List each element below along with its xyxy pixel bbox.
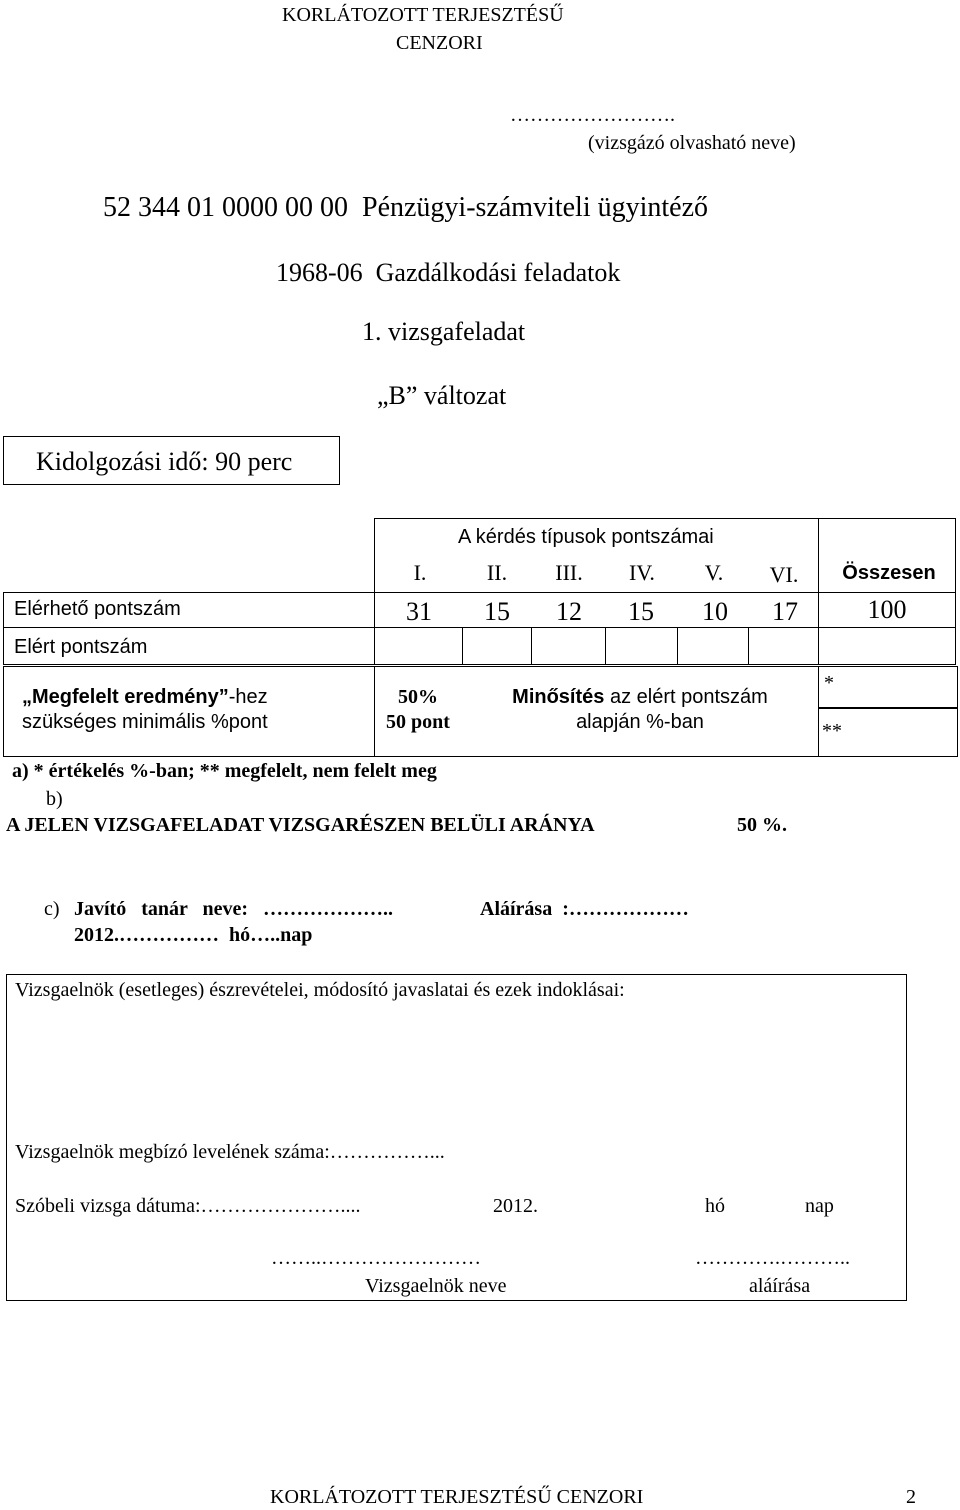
footer-restriction: KORLÁTOZOTT TERJESZTÉSŰ CENZORI: [270, 1486, 644, 1508]
note-b: b): [46, 788, 63, 810]
column-header-i: I.: [413, 560, 427, 585]
rating-result-marker: **: [822, 720, 842, 742]
minimum-label-line1: [22, 686, 268, 709]
minimum-label-suffix: -hez: [228, 686, 268, 708]
minimum-label-bold: „Megfelelt eredmény”: [22, 686, 229, 708]
module-title: 1968-06 Gazdálkodási feladatok: [276, 258, 621, 287]
column-header-vi: VI.: [769, 562, 799, 587]
qualification-title: 52 344 01 0000 00 00 Pénzügyi-számviteli ügyintéző: [103, 192, 709, 223]
teacher-signature-field: Aláírása :………………: [480, 898, 689, 920]
available-points-ii: 15: [484, 597, 510, 626]
teacher-date-field: 2012.…………… hó…..nap: [74, 924, 313, 946]
available-points-vi: 17: [772, 597, 798, 626]
score-table-header: A kérdés típusok pontszámai: [458, 526, 714, 548]
examiner-remarks-label: Vizsgaelnök (esetleges) észrevételei, módosító javaslatai és ezek indoklásai:: [15, 979, 625, 1001]
ratio-label: A JELEN VIZSGAFELADAT VIZSGARÉSZEN BELÜLI ARÁNYA: [6, 814, 595, 836]
candidate-name-dots: …………………….: [510, 104, 675, 126]
examiner-box: [6, 974, 907, 1301]
variant-title: „B” változat: [377, 381, 507, 410]
rating-label-line2: alapján %-ban: [576, 711, 704, 733]
rating-percent-marker: *: [824, 672, 834, 694]
rating-label-rest: az elért pontszám: [604, 686, 768, 708]
time-label: [36, 447, 292, 477]
column-header-v: V.: [704, 560, 724, 585]
restriction-header-line1: KORLÁTOZOTT TERJESZTÉSŰ: [282, 4, 564, 26]
oral-exam-day: nap: [805, 1195, 834, 1217]
teacher-name-field: Javító tanár neve: ………………..: [74, 898, 394, 920]
oral-exam-year: 2012.: [493, 1195, 538, 1217]
time-value: 90 perc: [215, 447, 293, 476]
restriction-header-line2: CENZORI: [396, 32, 483, 54]
rating-label-line1: [470, 686, 810, 709]
page-number: 2: [906, 1486, 916, 1508]
column-header-iv: IV.: [629, 560, 655, 585]
minimum-label-line2: szükséges minimális %pont: [22, 711, 268, 733]
time-box: [3, 436, 340, 485]
examiner-signature-dots: ………….………..: [695, 1247, 850, 1269]
appointment-letter-field: Vizsgaelnök megbízó levelének száma:……………...: [15, 1141, 445, 1163]
available-points-iii: 12: [556, 597, 582, 626]
available-points-total: 100: [867, 595, 907, 624]
note-a: a) * értékelés %-ban; ** megfelelt, nem felelt meg: [12, 760, 437, 782]
oral-exam-month: hó: [705, 1195, 725, 1217]
candidate-name-label: (vizsgázó olvasható neve): [588, 132, 796, 154]
column-header-total: Összesen: [842, 562, 936, 584]
achieved-points-label: Elért pontszám: [14, 636, 148, 658]
examiner-signature-label: aláírása: [749, 1275, 811, 1297]
time-label-text: Kidolgozási idő:: [36, 447, 216, 476]
available-points-i: 31: [406, 597, 432, 626]
column-header-ii: II.: [486, 560, 508, 585]
minimum-points: 50 pont: [386, 711, 450, 733]
task-title: 1. vizsgafeladat: [362, 317, 526, 346]
available-points-iv: 15: [628, 597, 654, 626]
teacher-prefix: c): [44, 898, 60, 920]
minimum-percent: 50%: [398, 686, 438, 708]
examiner-name-label: Vizsgaelnök neve: [365, 1275, 507, 1297]
oral-exam-date-label: Szóbeli vizsga dátuma:…………………....: [15, 1195, 361, 1217]
column-header-iii: III.: [555, 560, 583, 585]
ratio-value: 50 %.: [737, 814, 787, 836]
examiner-name-dots: ……..……………………: [271, 1247, 481, 1269]
available-points-v: 10: [702, 597, 728, 626]
rating-label-bold: Minősítés: [512, 686, 605, 708]
available-points-label: Elérhető pontszám: [14, 598, 181, 620]
